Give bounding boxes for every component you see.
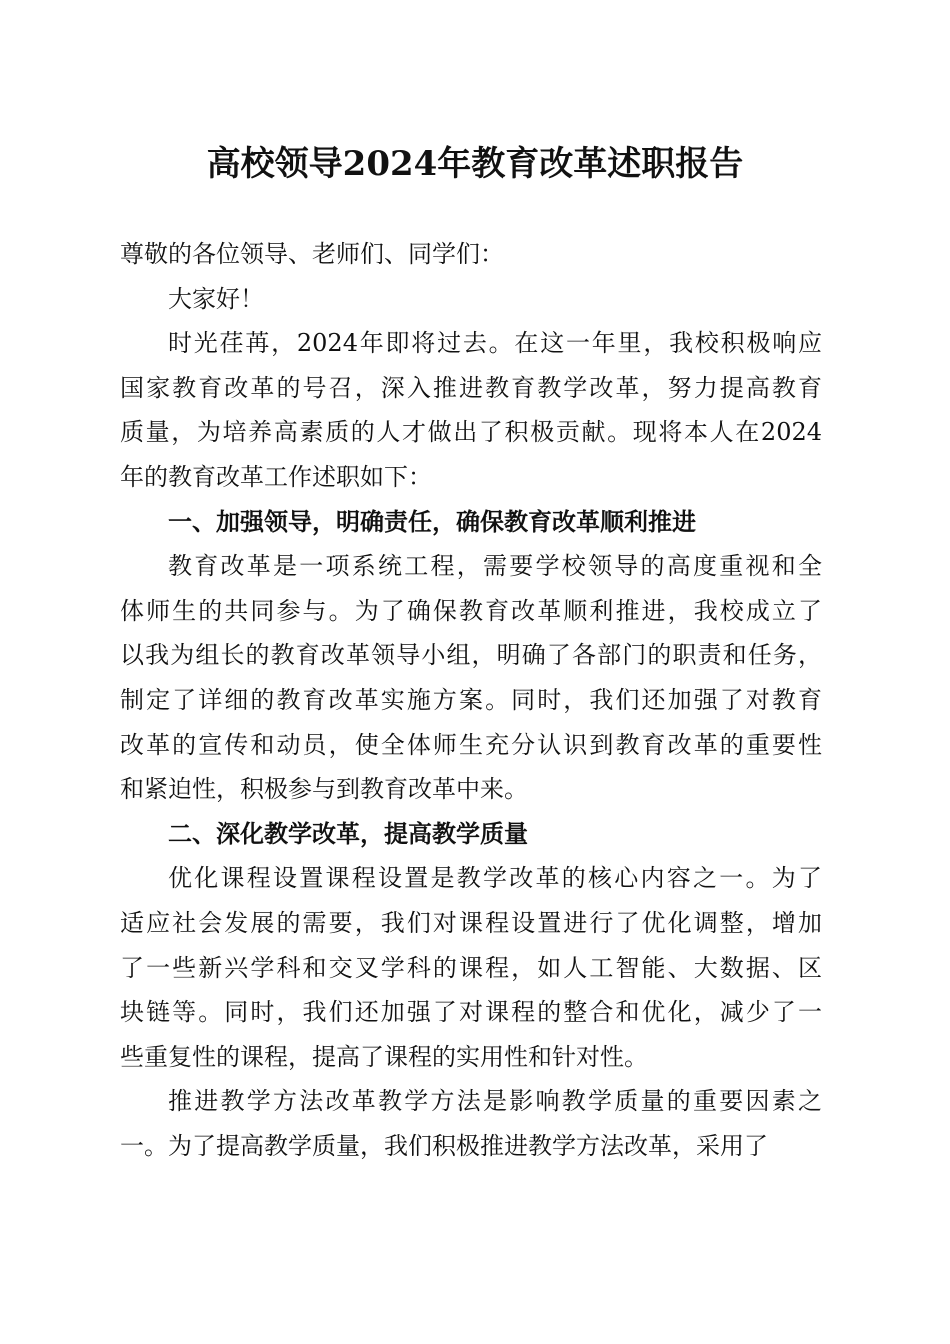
text-line: 优化课程设置课程设置是教学改革的核心内容之一。为了 [168, 864, 822, 893]
document-body [120, 232, 822, 1168]
text-line: 改革的宣传和动员，使全体师生充分认识到教育改革的重要性 [120, 730, 822, 759]
text-line: 年的教育改革工作述职如下： [120, 462, 432, 491]
text-line: 二、深化教学改革，提高教学质量 [168, 819, 528, 848]
paragraph [120, 277, 822, 322]
paragraph [120, 856, 822, 1079]
text-line: 适应社会发展的需要，我们对课程设置进行了优化调整，增加 [120, 908, 822, 937]
text-line: 以我为组长的教育改革领导小组，明确了各部门的职责和任务， [120, 641, 822, 670]
text-line: 时光荏苒，2024年即将过去。在这一年里，我校积极响应 [168, 329, 822, 358]
text-line: 块链等。同时，我们还加强了对课程的整合和优化，减少了一 [120, 998, 822, 1027]
paragraph [120, 321, 822, 499]
text-line: 了一些新兴学科和交叉学科的课程，如人工智能、大数据、区 [120, 953, 822, 982]
text-line: 国家教育改革的号召，深入推进教育教学改革，努力提高教育 [120, 373, 822, 402]
text-line: 一。为了提高教学质量，我们积极推进教学方法改革，采用了 [120, 1131, 768, 1160]
text-line: 些重复性的课程，提高了课程的实用性和针对性。 [120, 1042, 648, 1071]
text-line: 教育改革是一项系统工程，需要学校领导的高度重视和全 [168, 552, 822, 581]
paragraph [120, 544, 822, 812]
text-line: 一、加强领导，明确责任，确保教育改革顺利推进 [168, 507, 696, 536]
text-line: 推进教学方法改革教学方法是影响教学质量的重要因素之 [168, 1087, 822, 1116]
text-line: 大家好！ [168, 284, 264, 313]
document-title: 高校领导2024年教育改革述职报告 [206, 144, 744, 184]
text-line: 和紧迫性，积极参与到教育改革中来。 [120, 775, 528, 804]
section-heading [120, 500, 822, 545]
salutation [120, 232, 822, 277]
section-heading [120, 812, 822, 857]
text-line: 制定了详细的教育改革实施方案。同时，我们还加强了对教育 [120, 685, 822, 714]
text-line: 尊敬的各位领导、老师们、同学们： [120, 240, 504, 268]
text-line: 体师生的共同参与。为了确保教育改革顺利推进，我校成立了 [120, 596, 822, 625]
text-line: 质量，为培养高素质的人才做出了积极贡献。现将本人在2024 [120, 418, 822, 447]
paragraph [120, 1079, 822, 1168]
